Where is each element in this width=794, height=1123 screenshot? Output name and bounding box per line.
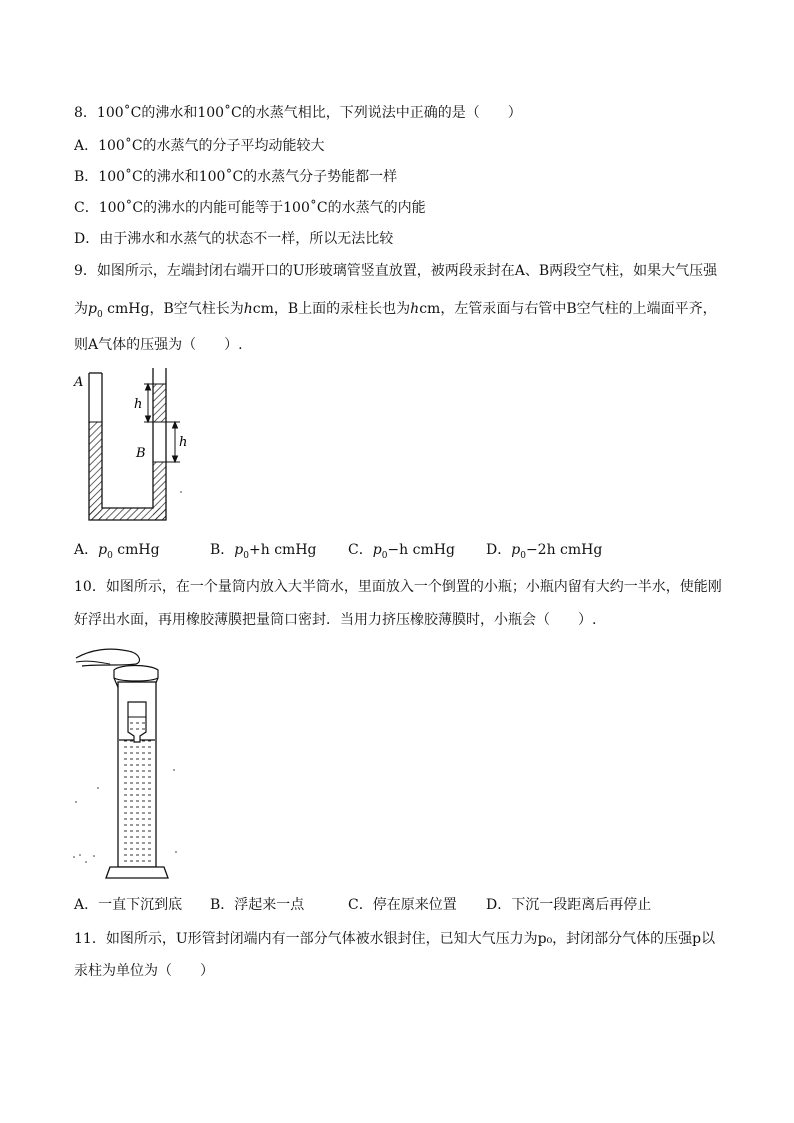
label-b: B bbox=[136, 446, 146, 461]
q8-option-a: A．100˚C的水蒸气的分子平均动能较大 bbox=[74, 138, 325, 154]
mercury-left-column bbox=[89, 422, 102, 520]
q8-option-d: D．由于沸水和水蒸气的状态不一样，所以无法比较 bbox=[74, 231, 394, 247]
tube-inner-wall bbox=[102, 368, 153, 508]
label-h-lower: h bbox=[179, 435, 188, 450]
q8-stem: 8．100˚C的沸水和100˚C的水蒸气相比，下列说法中正确的是（ ） bbox=[74, 105, 522, 121]
q8-option-b: B．100˚C的沸水和100˚C的水蒸气分子势能都一样 bbox=[74, 169, 398, 185]
q10-option-b: B．浮起来一点 bbox=[210, 897, 305, 913]
cylinder-base bbox=[106, 867, 168, 878]
q10-option-d: D．下沉一段距离后再停止 bbox=[486, 897, 652, 913]
q9-option-d: D．$p_0-2h$ cmHg bbox=[486, 542, 603, 561]
mercury-right-upper bbox=[153, 384, 166, 422]
q9-stem-line3: 则A气体的压强为（ ）. bbox=[74, 337, 243, 353]
q9-stem-line2: 为$p_0$ cmHg，B空气柱长为hcm，B上面的汞柱长也为hcm，左管汞面与右管中B空气柱的上端面平齐， bbox=[74, 301, 717, 320]
q10-option-c: C．停在原来位置 bbox=[348, 897, 457, 913]
q10-option-a: A．一直下沉到底 bbox=[74, 897, 183, 913]
q11-stem-line2: 汞柱为单位为（ ） bbox=[74, 963, 214, 979]
q10-stem-line2: 好浮出水面，再用橡胶薄膜把量筒口密封．当用力挤压橡胶薄膜时，小瓶会（ ）. bbox=[74, 612, 597, 628]
mercury-right-lower bbox=[153, 462, 166, 520]
q11-stem-line1: 11．如图所示，U形管封闭端内有一部分气体被水银封住，已知大气压力为p₀，封闭部分气体的压强p以 bbox=[74, 931, 716, 947]
u-tube-figure bbox=[70, 364, 200, 526]
q9-option-c: C．$p_0-h$ cmHg bbox=[348, 542, 455, 561]
cylinder-figure bbox=[70, 642, 180, 886]
rubber-membrane bbox=[114, 666, 158, 682]
q10-options bbox=[74, 896, 694, 914]
q9-option-b: B．$p_0+h$ cmHg bbox=[210, 542, 317, 561]
q9-options bbox=[74, 541, 694, 559]
label-a: A bbox=[74, 375, 84, 390]
q9-option-a: A．$p_0$ cmHg bbox=[74, 542, 160, 561]
q10-stem-line1: 10．如图所示，在一个量筒内放入大半筒水，里面放入一个倒置的小瓶；小瓶内留有大约一半水，使能刚 bbox=[74, 579, 722, 595]
q9-stem-line1: 9．如图所示，左端封闭右端开口的U形玻璃管竖直放置，被两段汞封在A、B两段空气柱，如果大气压强 bbox=[74, 263, 718, 279]
water bbox=[121, 740, 153, 864]
q8-option-c: C．100˚C的沸水的内能可能等于100˚C的水蒸气的内能 bbox=[74, 200, 426, 216]
label-h-upper: h bbox=[134, 397, 143, 412]
